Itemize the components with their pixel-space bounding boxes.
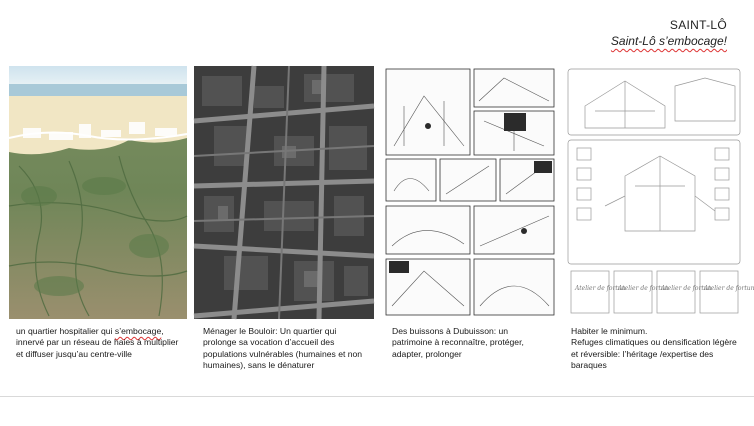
page-title: SAINT-LÔ [669,18,727,32]
page-subtitle: Saint-Lô s’embocage! [610,34,727,48]
caption-dubuisson: Des buissons à Dubuisson: un patrimoine à reconnaître, protéger, adapter, prolonger [392,326,524,359]
caption-habiter-minimum: Habiter le minimum. Refuges climatiques ou densification légère et réversible: l’héritage /expertise des baraques [571,326,737,371]
caption-hospital-district: un quartier hospitalier qui s’embocage, innervé par un réseau de haies à multiplier et diffuser jusqu’au centre-ville [16,326,179,359]
street-map [194,66,374,319]
footer-divider [0,396,754,397]
caption-bouloir: Ménager le Bouloir: Un quartier qui prolonge sa vocation d’accueil des populations vulnérables (humaines et non humaines), sans le dénaturer [203,326,363,371]
storyboard-sketch [384,66,557,319]
sketch-label: Atelier de fortun [704,285,754,292]
sketch-label: Atelier de fortun [575,285,626,292]
page-header [611,18,727,48]
sketch-label: Atelier de fortun [661,285,712,292]
aerial-landscape-image [9,66,187,319]
sketch-label: Atelier de fortun [618,285,669,292]
shelter-sketches [565,66,754,319]
